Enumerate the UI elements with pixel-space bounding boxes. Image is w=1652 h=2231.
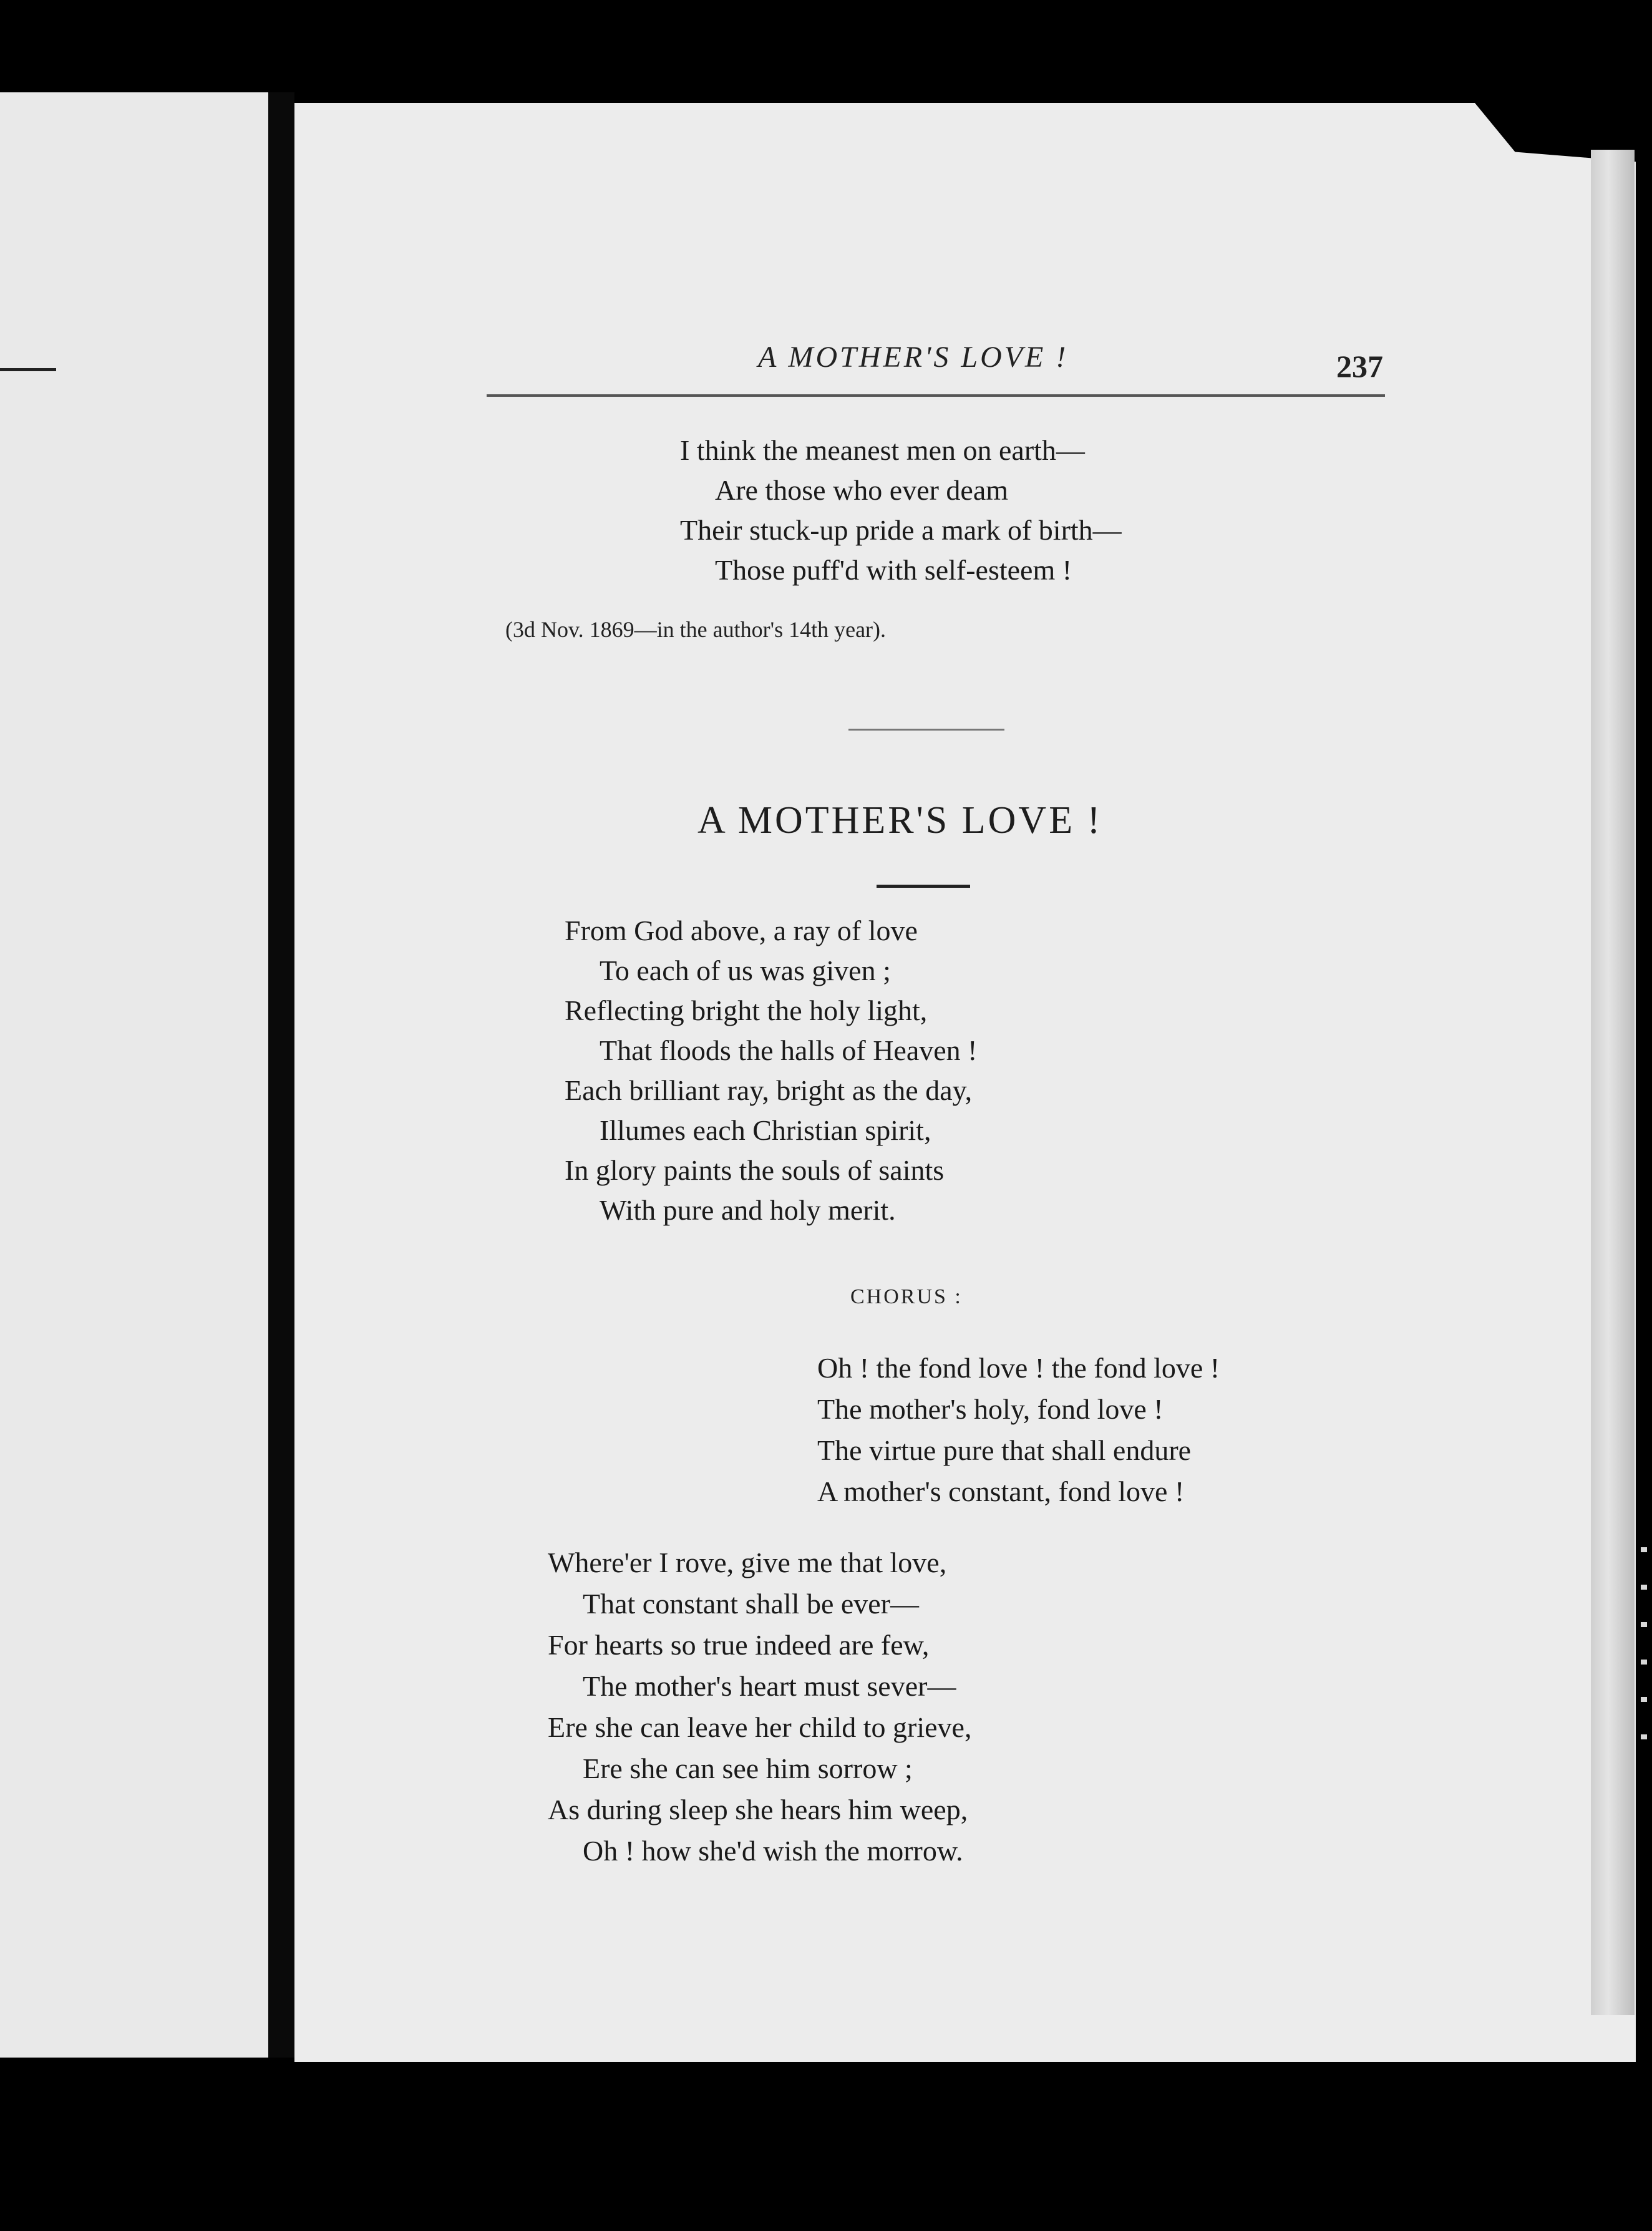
poem-line: The mother's heart must sever— [583,1670,956,1702]
poem-line: The mother's holy, fond love ! [817,1393,1164,1425]
poem-line: I think the meanest men on earth— [680,434,1085,466]
title-rule [877,885,970,888]
poem-line: From God above, a ray of love [565,915,918,946]
poem-line: The virtue pure that shall endure [817,1434,1192,1466]
poem-line: That constant shall be ever— [583,1588,920,1620]
poem-line: Ere she can see him sorrow ; [583,1752,913,1784]
running-head-title: A MOTHER'S LOVE ! [758,341,1069,374]
facing-page-rule [0,368,56,371]
chorus-label: CHORUS : [850,1285,963,1308]
date-note: (3d Nov. 1869—in the author's 14th year). [505,617,887,642]
stanza-two [548,1542,971,1872]
poem-line: With pure and holy merit. [600,1194,896,1226]
poem-line: A mother's constant, fond love ! [817,1475,1185,1507]
section-divider [848,729,1004,731]
poem-line: That floods the halls of Heaven ! [600,1034,978,1066]
poem-line: Oh ! how she'd wish the morrow. [583,1835,963,1867]
chorus-stanza [817,1348,1220,1512]
poem-line: Oh ! the fond love ! the fond love ! [817,1352,1220,1384]
page-number: 237 [1336,349,1383,384]
poem-line: Reflecting bright the holy light, [565,994,928,1026]
poem-line: Their stuck-up pride a mark of birth— [680,514,1122,546]
running-head-rule [487,394,1385,397]
stanza-one [565,911,977,1230]
scan-edge-artifact [1641,1547,1647,1759]
facing-page-left [0,92,268,2058]
poem-line: Are those who ever deam [715,474,1009,506]
poem-line: As during sleep she hears him weep, [548,1794,968,1825]
poem-line: In glory paints the souls of saints [565,1154,945,1186]
poem-line: To each of us was given ; [600,955,891,986]
poem-line: For hearts so true indeed are few, [548,1629,930,1661]
book-gutter [268,92,294,2058]
poem-line: Ere she can leave her child to grieve, [548,1711,972,1743]
previous-poem-stanza [680,430,1122,590]
poem-line: Those puff'd with self-esteem ! [715,554,1072,586]
poem-line: Where'er I rove, give me that love, [548,1547,947,1578]
poem-line: Each brilliant ray, bright as the day, [565,1074,973,1106]
page-edge [1591,150,1635,2015]
poem-title: A MOTHER'S LOVE ! [697,799,1103,842]
poem-line: Illumes each Christian spirit, [600,1114,931,1146]
